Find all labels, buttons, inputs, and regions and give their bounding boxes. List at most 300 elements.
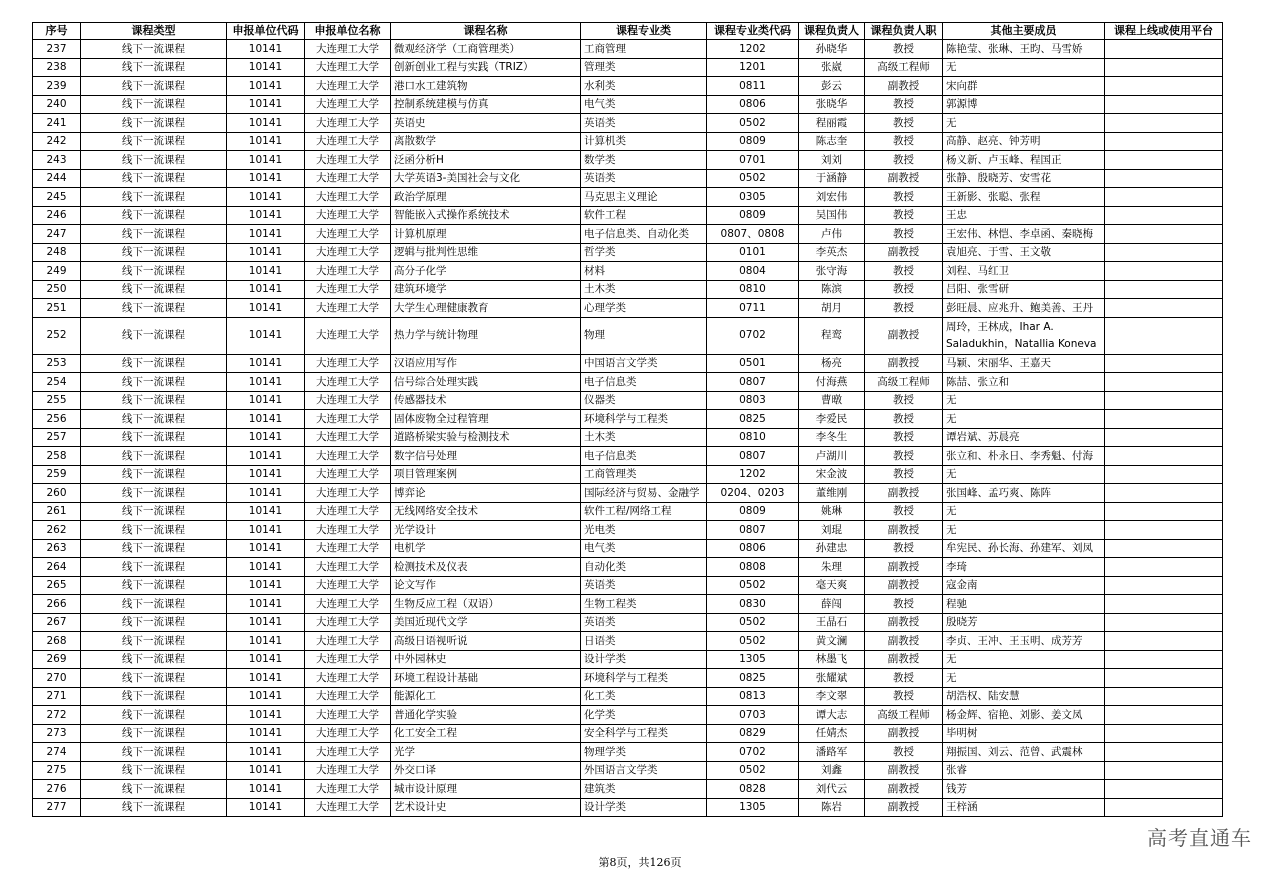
- table-cell: 教授: [865, 280, 943, 299]
- table-cell: 大连理工大学: [305, 58, 391, 77]
- table-cell: 高级日语视听说: [391, 632, 581, 651]
- table-cell: 微观经济学（工商管理类）: [391, 40, 581, 59]
- table-cell: 262: [33, 521, 81, 540]
- table-cell: 牟宪民、孙长海、孙建军、刘凤: [943, 539, 1105, 558]
- table-row: [33, 317, 1223, 354]
- table-cell: 10141: [227, 40, 305, 59]
- table-cell: 光学: [391, 743, 581, 762]
- table-cell: 化工安全工程: [391, 724, 581, 743]
- table-cell: 无: [943, 521, 1105, 540]
- column-header: 序号: [33, 23, 81, 40]
- table-cell: 10141: [227, 632, 305, 651]
- table-cell: 线下一流课程: [81, 58, 227, 77]
- table-cell: 274: [33, 743, 81, 762]
- table-cell: [1105, 58, 1223, 77]
- table-cell: 0101: [707, 243, 799, 262]
- table-cell: 10141: [227, 465, 305, 484]
- table-cell: 大连理工大学: [305, 447, 391, 466]
- table-cell: 10141: [227, 132, 305, 151]
- table-cell: 教授: [865, 410, 943, 429]
- table-cell: 泛函分析H: [391, 151, 581, 170]
- table-cell: 0204、0203: [707, 484, 799, 503]
- table-cell: 267: [33, 613, 81, 632]
- table-cell: 线下一流课程: [81, 465, 227, 484]
- table-row: [33, 613, 1223, 632]
- table-row: [33, 539, 1223, 558]
- table-cell: 物理: [581, 317, 707, 354]
- column-header: 课程名称: [391, 23, 581, 40]
- table-cell: 0806: [707, 539, 799, 558]
- header-row: [33, 23, 1223, 40]
- table-cell: 寇金南: [943, 576, 1105, 595]
- table-row: [33, 576, 1223, 595]
- table-cell: 数学类: [581, 151, 707, 170]
- table-cell: 大连理工大学: [305, 539, 391, 558]
- table-cell: 0813: [707, 687, 799, 706]
- table-cell: 0825: [707, 410, 799, 429]
- table-cell: 线下一流课程: [81, 391, 227, 410]
- table-cell: 大连理工大学: [305, 780, 391, 799]
- table-cell: 副教授: [865, 724, 943, 743]
- table-cell: 0811: [707, 77, 799, 96]
- table-cell: 杨金辉、宿艳、刘影、姜文凤: [943, 706, 1105, 725]
- table-row: [33, 280, 1223, 299]
- table-cell: [1105, 724, 1223, 743]
- table-cell: 张晓华: [799, 95, 865, 114]
- table-row: [33, 447, 1223, 466]
- table-cell: 教授: [865, 502, 943, 521]
- table-cell: [1105, 188, 1223, 207]
- table-cell: 0809: [707, 132, 799, 151]
- table-cell: 教授: [865, 669, 943, 688]
- table-cell: 薛闯: [799, 595, 865, 614]
- table-cell: 275: [33, 761, 81, 780]
- table-cell: 生物工程类: [581, 595, 707, 614]
- table-cell: [1105, 206, 1223, 225]
- table-row: [33, 77, 1223, 96]
- table-row: [33, 262, 1223, 281]
- table-cell: 胡月: [799, 299, 865, 318]
- table-cell: 241: [33, 114, 81, 133]
- table-cell: 0825: [707, 669, 799, 688]
- table-cell: 257: [33, 428, 81, 447]
- table-cell: 线下一流课程: [81, 317, 227, 354]
- table-cell: 大连理工大学: [305, 410, 391, 429]
- table-row: [33, 669, 1223, 688]
- table-cell: 线下一流课程: [81, 576, 227, 595]
- table-cell: 教授: [865, 95, 943, 114]
- table-cell: 大连理工大学: [305, 613, 391, 632]
- table-cell: 副教授: [865, 632, 943, 651]
- table-cell: [1105, 447, 1223, 466]
- table-cell: 10141: [227, 225, 305, 244]
- table-cell: 工商管理: [581, 40, 707, 59]
- table-row: [33, 724, 1223, 743]
- table-cell: 英语类: [581, 613, 707, 632]
- table-cell: 277: [33, 798, 81, 817]
- table-cell: 管理类: [581, 58, 707, 77]
- table-cell: [1105, 669, 1223, 688]
- table-cell: 无: [943, 391, 1105, 410]
- table-cell: 线下一流课程: [81, 354, 227, 373]
- table-cell: [1105, 40, 1223, 59]
- table-cell: 线下一流课程: [81, 447, 227, 466]
- table-cell: 大连理工大学: [305, 706, 391, 725]
- table-cell: 固体废物全过程管理: [391, 410, 581, 429]
- table-cell: 化学类: [581, 706, 707, 725]
- table-cell: 大连理工大学: [305, 724, 391, 743]
- table-cell: 0305: [707, 188, 799, 207]
- table-cell: 10141: [227, 299, 305, 318]
- table-cell: 线下一流课程: [81, 280, 227, 299]
- table-cell: 李英杰: [799, 243, 865, 262]
- table-cell: 陈志奎: [799, 132, 865, 151]
- table-cell: 英语类: [581, 169, 707, 188]
- table-cell: 教授: [865, 262, 943, 281]
- table-cell: 线下一流课程: [81, 151, 227, 170]
- table-cell: 0501: [707, 354, 799, 373]
- table-cell: 239: [33, 77, 81, 96]
- table-cell: 0829: [707, 724, 799, 743]
- table-cell: 物理学类: [581, 743, 707, 762]
- table-row: [33, 243, 1223, 262]
- table-cell: 刘琨: [799, 521, 865, 540]
- table-cell: 10141: [227, 780, 305, 799]
- table-cell: 智能嵌入式操作系统技术: [391, 206, 581, 225]
- column-header: 课程专业类: [581, 23, 707, 40]
- table-cell: 逻辑与批判性思维: [391, 243, 581, 262]
- table-cell: 0502: [707, 114, 799, 133]
- table-cell: 谭大志: [799, 706, 865, 725]
- table-cell: 软件工程/网络工程: [581, 502, 707, 521]
- table-row: [33, 373, 1223, 392]
- table-cell: 电气类: [581, 95, 707, 114]
- table-cell: 1202: [707, 465, 799, 484]
- table-cell: 大连理工大学: [305, 798, 391, 817]
- table-cell: 249: [33, 262, 81, 281]
- table-cell: 生物反应工程（双语）: [391, 595, 581, 614]
- table-cell: 刘刘: [799, 151, 865, 170]
- table-cell: 1201: [707, 58, 799, 77]
- table-cell: 线下一流课程: [81, 669, 227, 688]
- table-cell: 大连理工大学: [305, 114, 391, 133]
- table-cell: 10141: [227, 354, 305, 373]
- page-number: 第8页，共126页: [598, 856, 682, 869]
- table-cell: 线下一流课程: [81, 743, 227, 762]
- table-cell: 副教授: [865, 650, 943, 669]
- table-cell: [1105, 114, 1223, 133]
- table-cell: [1105, 484, 1223, 503]
- table-cell: 线下一流课程: [81, 262, 227, 281]
- table-cell: 电子信息类、自动化类: [581, 225, 707, 244]
- table-cell: 英语类: [581, 576, 707, 595]
- table-cell: 能源化工: [391, 687, 581, 706]
- table-row: [33, 299, 1223, 318]
- table-cell: 控制系统建模与仿真: [391, 95, 581, 114]
- table-cell: 程丽霞: [799, 114, 865, 133]
- table-cell: [1105, 780, 1223, 799]
- table-cell: 线下一流课程: [81, 114, 227, 133]
- table-cell: 陈喆、张立和: [943, 373, 1105, 392]
- table-cell: [1105, 225, 1223, 244]
- table-cell: 252: [33, 317, 81, 354]
- table-cell: 0808: [707, 558, 799, 577]
- table-cell: 大连理工大学: [305, 428, 391, 447]
- table-cell: 1202: [707, 40, 799, 59]
- table-cell: 10141: [227, 669, 305, 688]
- table-cell: 软件工程: [581, 206, 707, 225]
- table-cell: [1105, 502, 1223, 521]
- table-row: [33, 114, 1223, 133]
- table-cell: 道路桥梁实验与检测技术: [391, 428, 581, 447]
- table-cell: 教授: [865, 114, 943, 133]
- column-header: 课程负责人职: [865, 23, 943, 40]
- table-cell: 刘代云: [799, 780, 865, 799]
- table-cell: 吴国伟: [799, 206, 865, 225]
- table-cell: 265: [33, 576, 81, 595]
- table-cell: 0830: [707, 595, 799, 614]
- table-cell: 论文写作: [391, 576, 581, 595]
- table-cell: 副教授: [865, 798, 943, 817]
- table-cell: 0809: [707, 206, 799, 225]
- table-cell: 副教授: [865, 780, 943, 799]
- table-cell: [1105, 262, 1223, 281]
- table-cell: 线下一流课程: [81, 521, 227, 540]
- table-cell: 10141: [227, 373, 305, 392]
- table-cell: 张守海: [799, 262, 865, 281]
- table-cell: 258: [33, 447, 81, 466]
- table-cell: 大连理工大学: [305, 391, 391, 410]
- table-cell: 电子信息类: [581, 373, 707, 392]
- table-cell: 线下一流课程: [81, 502, 227, 521]
- table-cell: [1105, 391, 1223, 410]
- table-cell: 0502: [707, 169, 799, 188]
- table-cell: 曹暾: [799, 391, 865, 410]
- table-cell: 李琦: [943, 558, 1105, 577]
- table-cell: 大连理工大学: [305, 650, 391, 669]
- table-cell: [1105, 243, 1223, 262]
- table-cell: 263: [33, 539, 81, 558]
- table-cell: 244: [33, 169, 81, 188]
- table-cell: 于涵静: [799, 169, 865, 188]
- table-cell: 大连理工大学: [305, 558, 391, 577]
- table-cell: 10141: [227, 502, 305, 521]
- table-cell: 建筑类: [581, 780, 707, 799]
- table-cell: 线下一流课程: [81, 761, 227, 780]
- table-cell: 10141: [227, 95, 305, 114]
- table-cell: 孙晓华: [799, 40, 865, 59]
- table-cell: 259: [33, 465, 81, 484]
- table-cell: 0701: [707, 151, 799, 170]
- table-cell: 线下一流课程: [81, 40, 227, 59]
- table-cell: 环境科学与工程类: [581, 410, 707, 429]
- table-cell: 环境工程设计基础: [391, 669, 581, 688]
- table-cell: 教授: [865, 595, 943, 614]
- table-cell: 王新影、张聪、张程: [943, 188, 1105, 207]
- table-cell: 243: [33, 151, 81, 170]
- table-cell: 毫天爽: [799, 576, 865, 595]
- table-cell: [1105, 558, 1223, 577]
- table-cell: 238: [33, 58, 81, 77]
- table-cell: 王宏伟、林恺、李卓函、秦晓梅: [943, 225, 1105, 244]
- table-cell: 王梓涵: [943, 798, 1105, 817]
- table-cell: 0807、0808: [707, 225, 799, 244]
- table-cell: 教授: [865, 132, 943, 151]
- table-cell: 艺术设计史: [391, 798, 581, 817]
- table-cell: 266: [33, 595, 81, 614]
- table-cell: 大连理工大学: [305, 632, 391, 651]
- table-cell: 付海燕: [799, 373, 865, 392]
- table-cell: 汉语应用写作: [391, 354, 581, 373]
- table-cell: 副教授: [865, 521, 943, 540]
- table-cell: 杨义新、卢玉峰、程国正: [943, 151, 1105, 170]
- table-cell: 272: [33, 706, 81, 725]
- table-cell: 240: [33, 95, 81, 114]
- table-cell: [1105, 373, 1223, 392]
- table-cell: 269: [33, 650, 81, 669]
- table-cell: 大连理工大学: [305, 262, 391, 281]
- table-cell: 261: [33, 502, 81, 521]
- table-cell: 线下一流课程: [81, 95, 227, 114]
- table-cell: 张耀斌: [799, 669, 865, 688]
- table-cell: 教授: [865, 188, 943, 207]
- table-cell: 237: [33, 40, 81, 59]
- table-cell: 245: [33, 188, 81, 207]
- table-cell: 电子信息类: [581, 447, 707, 466]
- table-cell: 10141: [227, 484, 305, 503]
- table-cell: 0807: [707, 447, 799, 466]
- table-cell: 10141: [227, 188, 305, 207]
- table-cell: 教授: [865, 299, 943, 318]
- table-cell: 周玲，王林成，Ihar A. Saladukhin，Natallia Koneva: [943, 317, 1105, 354]
- table-cell: [1105, 761, 1223, 780]
- table-cell: 0502: [707, 632, 799, 651]
- table-cell: 副教授: [865, 558, 943, 577]
- table-cell: 0807: [707, 521, 799, 540]
- table-cell: 卢伟: [799, 225, 865, 244]
- table-cell: 大连理工大学: [305, 317, 391, 354]
- table-cell: 线下一流课程: [81, 428, 227, 447]
- table-cell: 10141: [227, 613, 305, 632]
- table-cell: 0806: [707, 95, 799, 114]
- table-cell: 工商管理类: [581, 465, 707, 484]
- table-cell: 0809: [707, 502, 799, 521]
- table-cell: 260: [33, 484, 81, 503]
- table-cell: [1105, 595, 1223, 614]
- table-cell: 副教授: [865, 243, 943, 262]
- table-cell: 大连理工大学: [305, 132, 391, 151]
- table-cell: 线下一流课程: [81, 650, 227, 669]
- table-cell: 信号综合处理实践: [391, 373, 581, 392]
- table-cell: 大连理工大学: [305, 40, 391, 59]
- table-row: [33, 558, 1223, 577]
- table-cell: 10141: [227, 410, 305, 429]
- table-cell: 李爱民: [799, 410, 865, 429]
- table-cell: 高分子化学: [391, 262, 581, 281]
- table-cell: 陈岩: [799, 798, 865, 817]
- table-row: [33, 188, 1223, 207]
- table-cell: 264: [33, 558, 81, 577]
- table-cell: [1105, 354, 1223, 373]
- table-cell: 马克思主义理论: [581, 188, 707, 207]
- table-cell: [1105, 650, 1223, 669]
- table-cell: 0502: [707, 613, 799, 632]
- table-cell: 彭旺晨、应兆升、鲍美善、王丹: [943, 299, 1105, 318]
- table-cell: 张崴: [799, 58, 865, 77]
- table-cell: 胡浩权、陆安慧: [943, 687, 1105, 706]
- table-cell: 大连理工大学: [305, 595, 391, 614]
- table-cell: 大连理工大学: [305, 225, 391, 244]
- table-cell: [1105, 743, 1223, 762]
- table-cell: 吕阳、张雪研: [943, 280, 1105, 299]
- table-cell: 10141: [227, 595, 305, 614]
- table-cell: 10141: [227, 169, 305, 188]
- table-cell: 创新创业工程与实践（TRIZ）: [391, 58, 581, 77]
- table-cell: 教授: [865, 206, 943, 225]
- table-row: [33, 132, 1223, 151]
- table-cell: 无: [943, 114, 1105, 133]
- table-cell: [1105, 632, 1223, 651]
- table-cell: 大学生心理健康教育: [391, 299, 581, 318]
- table-cell: 大连理工大学: [305, 151, 391, 170]
- table-cell: 钱芳: [943, 780, 1105, 799]
- column-header: 申报单位代码: [227, 23, 305, 40]
- table-cell: 0810: [707, 280, 799, 299]
- table-cell: 政治学原理: [391, 188, 581, 207]
- table-cell: 高级工程师: [865, 373, 943, 392]
- table-cell: 英语史: [391, 114, 581, 133]
- table-cell: [1105, 428, 1223, 447]
- column-header: 课程负责人: [799, 23, 865, 40]
- table-cell: 线下一流课程: [81, 243, 227, 262]
- table-cell: 设计学类: [581, 798, 707, 817]
- table-row: [33, 95, 1223, 114]
- table-cell: 大连理工大学: [305, 687, 391, 706]
- table-cell: 普通化学实验: [391, 706, 581, 725]
- table-cell: 电气类: [581, 539, 707, 558]
- table-cell: 副教授: [865, 169, 943, 188]
- table-cell: 0702: [707, 317, 799, 354]
- table-cell: 10141: [227, 521, 305, 540]
- table-row: [33, 58, 1223, 77]
- table-cell: 日语类: [581, 632, 707, 651]
- watermark: 高考直通车: [1147, 826, 1252, 850]
- table-cell: 0803: [707, 391, 799, 410]
- table-cell: 国际经济与贸易、金融学: [581, 484, 707, 503]
- column-header: 申报单位名称: [305, 23, 391, 40]
- table-row: [33, 465, 1223, 484]
- table-cell: 水利类: [581, 77, 707, 96]
- table-cell: 数字信号处理: [391, 447, 581, 466]
- table-cell: 教授: [865, 539, 943, 558]
- table-cell: 林墨飞: [799, 650, 865, 669]
- table-cell: 副教授: [865, 761, 943, 780]
- table-cell: 0702: [707, 743, 799, 762]
- table-cell: 无: [943, 58, 1105, 77]
- table-cell: 线下一流课程: [81, 724, 227, 743]
- table-cell: 10141: [227, 576, 305, 595]
- table-cell: 10141: [227, 724, 305, 743]
- table-cell: 线下一流课程: [81, 169, 227, 188]
- table-cell: 10141: [227, 77, 305, 96]
- table-cell: [1105, 687, 1223, 706]
- table-cell: 线下一流课程: [81, 132, 227, 151]
- table-cell: 0502: [707, 576, 799, 595]
- table-cell: 孙建忠: [799, 539, 865, 558]
- table-cell: 无: [943, 650, 1105, 669]
- table-cell: 大连理工大学: [305, 95, 391, 114]
- table-cell: 副教授: [865, 317, 943, 354]
